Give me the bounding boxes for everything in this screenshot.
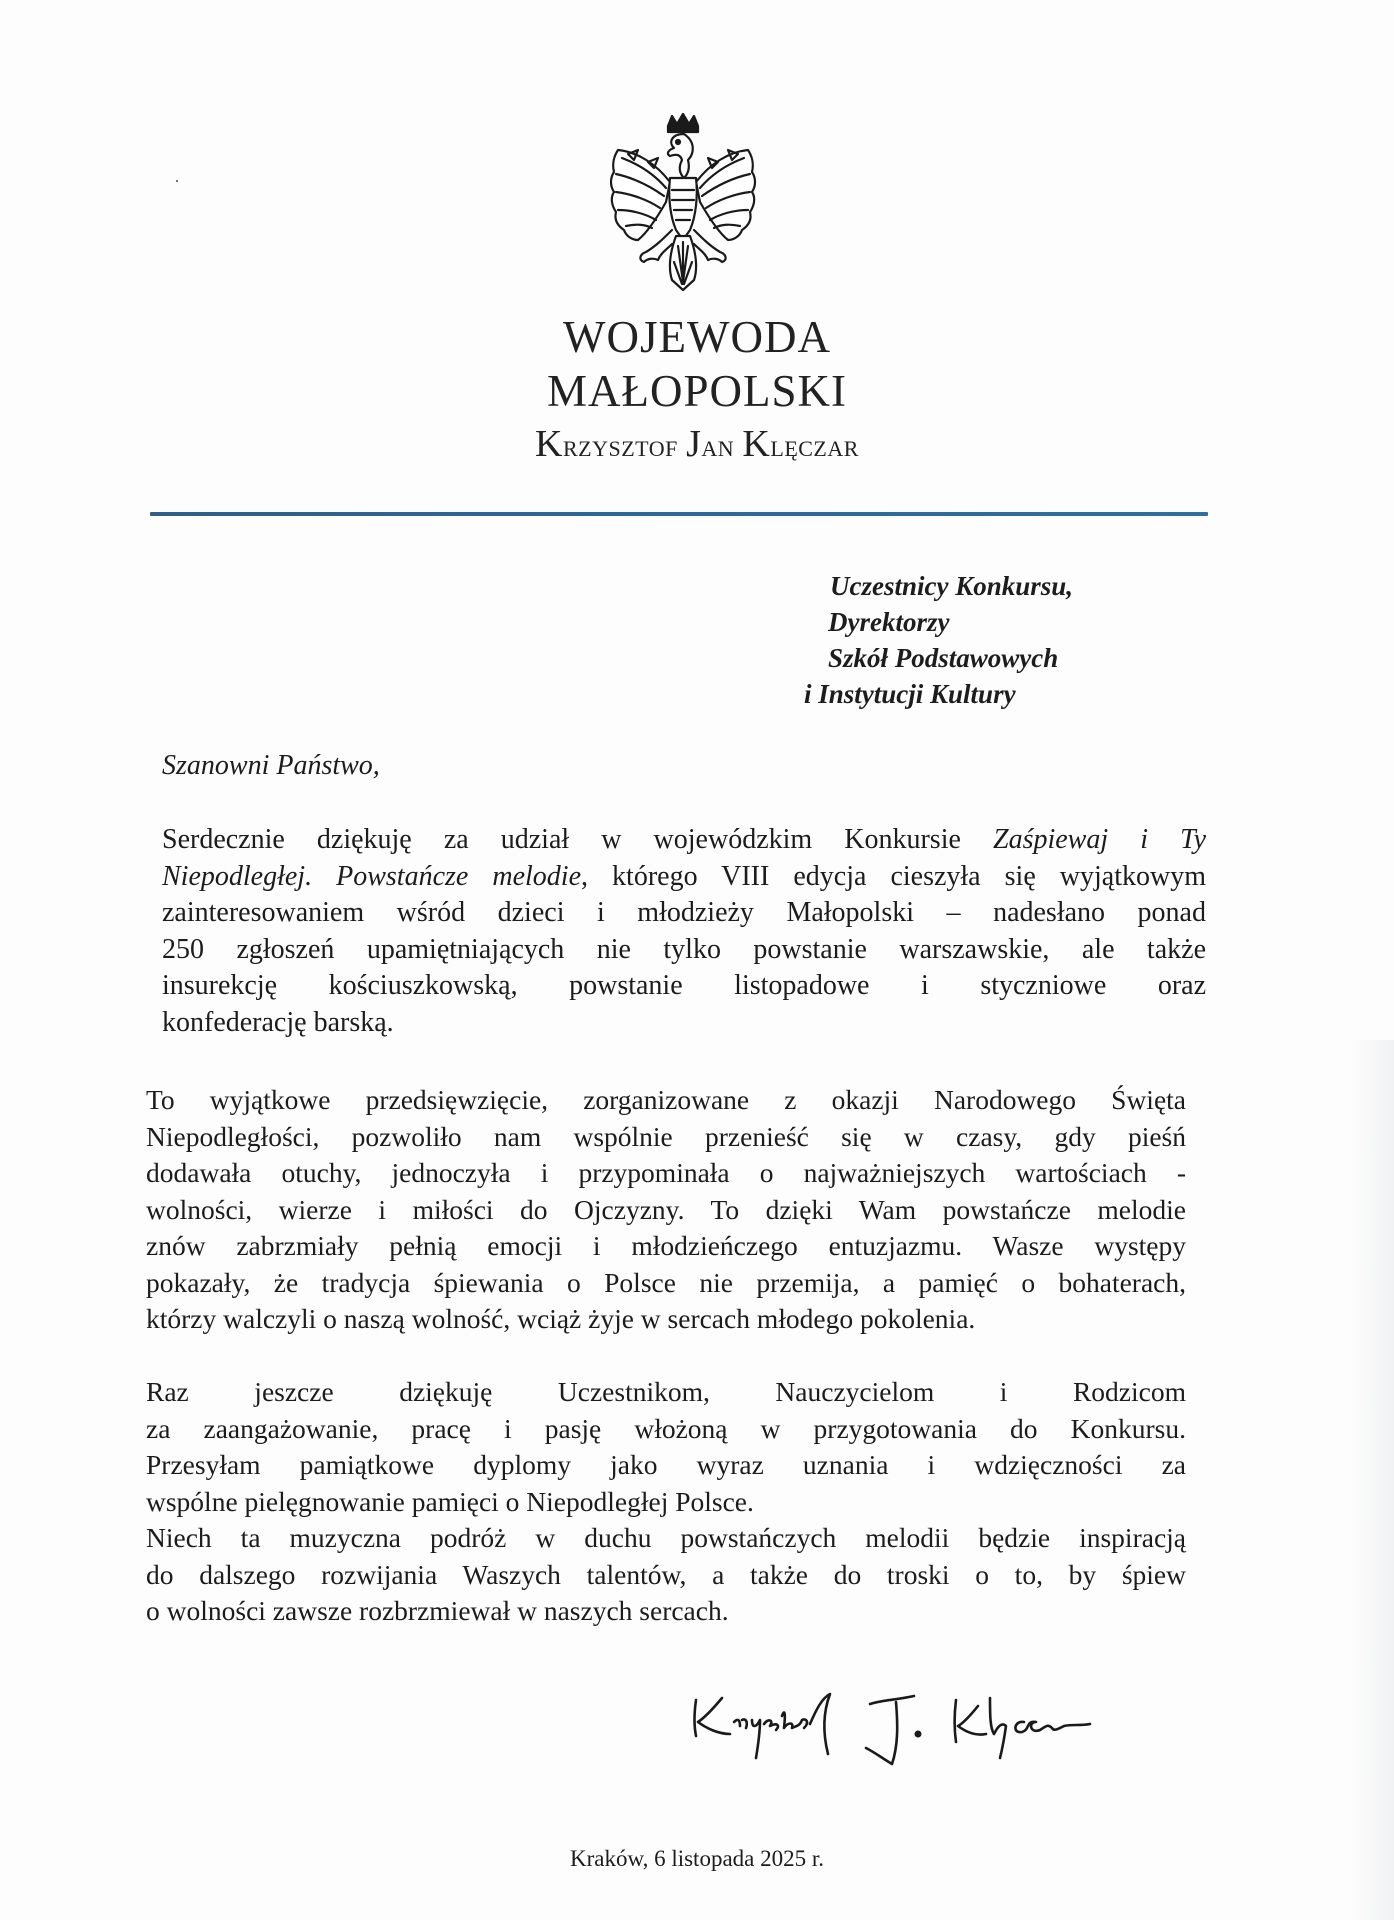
addressee-line: Uczestnicy Konkursu, xyxy=(830,571,1074,601)
addressee-line: Szkół Podstawowych xyxy=(828,643,1059,673)
paragraph-line: insurekcję kościuszkowską, powstanie listopadowe i styczniowe oraz xyxy=(162,970,1206,1001)
paragraph-line: zainteresowaniem wśród dzieci i młodzieży Małopolski – nadesłano ponad xyxy=(162,897,1206,928)
addressee-block xyxy=(790,568,1073,712)
letterhead-title-line-2: MAŁOPOLSKI xyxy=(546,366,848,416)
letterhead-divider xyxy=(150,512,1208,516)
paragraph-line: którzy walczyli o naszą wolność, wciąż żyje w sercach młodego pokolenia. xyxy=(146,1303,976,1334)
paragraph-line: o wolności zawsze rozbrzmiewał w naszych sercach. xyxy=(146,1595,729,1626)
scan-speck xyxy=(176,180,178,182)
paragraph-line: Niepodległości, pozwoliło nam wspólnie przenieść się w czasy, gdy pieśń xyxy=(146,1120,1186,1152)
handwritten-signature-icon xyxy=(660,1670,1100,1780)
paragraph-line: do dalszego rozwijania Waszych talentów, a także do troski o to, by śpiew xyxy=(146,1558,1186,1590)
salutation: Szanowni Państwo, xyxy=(162,750,380,781)
place-and-date: Kraków, 6 listopada 2025 r. xyxy=(569,1846,825,1871)
paragraph-line: pokazały, że tradycja śpiewania o Polsce nie przemija, a pamięć o bohaterach, xyxy=(146,1266,1186,1298)
polish-eagle-emblem-icon xyxy=(598,112,768,292)
paragraph-line: Przesyłam pamiątkowe dyplomy jako wyraz uznania i wdzięczności za xyxy=(146,1449,1186,1480)
paragraph-line: znów zabrzmiały pełnią emocji i młodzieńczego entuzjazmu. Wasze występy xyxy=(146,1230,1186,1261)
scan-shadow xyxy=(1350,1040,1394,1920)
contest-title: Zaśpiewaj i Ty xyxy=(993,824,1206,855)
paragraph-line: konfederację barską. xyxy=(162,1006,394,1038)
paragraph-line: dodawała otuchy, jednoczyła i przypominała o najważniejszych wartościach - xyxy=(146,1157,1186,1188)
contest-title: Niepodległej. Powstańcze melodie xyxy=(162,860,581,892)
addressee-line: i Instytucji Kultury xyxy=(804,679,1016,709)
paragraph-line: Niepodległej. Powstańcze melodie, którego VIII edycja cieszyła się wyjątkowym xyxy=(162,860,1206,892)
paragraph-line: Serdecznie dziękuję za udział w wojewódzkim Konkursie Zaśpiewaj i Ty xyxy=(162,824,1206,855)
paragraph-line: Raz jeszcze dziękuję Uczestnikom, Nauczycielom i Rodzicom xyxy=(146,1376,1186,1407)
paragraph-line: wolności, wierze i miłości do Ojczyzny. To dzięki Wam powstańcze melodie xyxy=(146,1193,1186,1225)
addressee-line: Dyrektorzy xyxy=(828,607,950,637)
paragraph-line: 250 zgłoszeń upamiętniających nie tylko powstanie warszawskie, ale także xyxy=(162,933,1206,965)
paragraph-line: za zaangażowanie, pracę i pasję włożoną w przygotowania do Konkursu. xyxy=(146,1412,1186,1444)
paragraph-line: To wyjątkowe przedsięwzięcie, zorganizowane z okazji Narodowego Święta xyxy=(146,1084,1186,1115)
body-paragraph-2 xyxy=(146,1082,1186,1338)
letterhead-title-line-1: WOJEWODA xyxy=(563,312,831,362)
body-paragraph-1 xyxy=(162,822,1206,1041)
paragraph-line: Niech ta muzyczna podróż w duchu powstańczych melodii będzie inspiracją xyxy=(146,1522,1186,1553)
letterhead-official-name: Krzysztof Jan Klęczar xyxy=(535,423,859,465)
paragraph-line: wspólne pielęgnowanie pamięci o Niepodległej Polsce. xyxy=(146,1485,754,1517)
body-paragraph-3 xyxy=(146,1374,1186,1630)
